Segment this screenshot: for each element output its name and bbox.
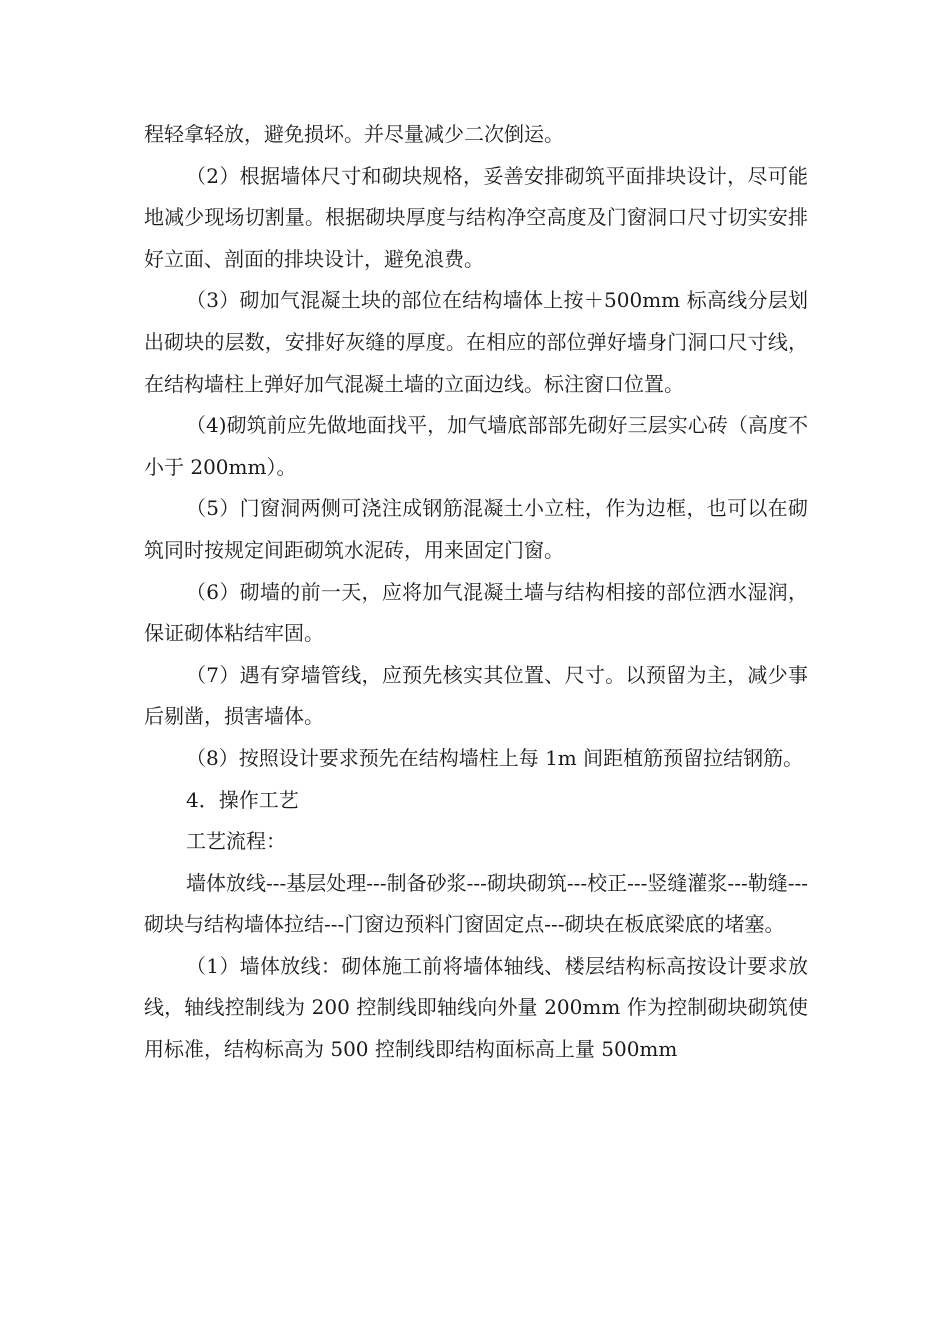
paragraph-item-7: （7）遇有穿墙管线，应预先核实其位置、尺寸。以预留为主，减少事后剔凿，损害墙体。 [144,662,808,729]
paragraph-item-5: （5）门窗洞两侧可浇注成钢筋混凝土小立柱，作为边框，也可以在砌筑同时按规定间距砌筑水泥砖，用来固定门窗。 [144,496,808,562]
paragraph-item-4: （4)砌筑前应先做地面找平，加气墙底部部先砌好三层实心砖（高度不小于 200mm）。 [144,413,808,479]
process-flow: 墙体放线---基层处理---制备砂浆---砌块砌筑---校正---竖缝灌浆---勒缝---砌块与结构墙体拉结---门窗边预料门窗固定点---砌块在板底梁底的堵塞。 [144,870,808,937]
paragraph-item-6: （6）砌墙的前一天，应将加气混凝土墙与结构相接的部位洒水湿润，保证砌体粘结牢固。 [144,579,808,646]
paragraph-item-2: （2）根据墙体尺寸和砌块规格，妥善安排砌筑平面排块设计，尽可能地减少现场切割量。根据砌块厚度与结构净空高度及门窗洞口尺寸切实安排好立面、剖面的排块设计，避免浪费。 [144,163,808,271]
paragraph-continuation: 程轻拿轻放，避免损坏。并尽量减少二次倒运。 [144,122,564,146]
section-heading: 4．操作工艺 [186,787,299,812]
paragraph-item-8: （8）按照设计要求预先在结构墙柱上每 1m 间距植筋预留拉结钢筋。 [186,745,804,770]
process-label: 工艺流程： [186,829,286,854]
step-1-wall-layout: （1）墙体放线：砌体施工前将墙体轴线、楼层结构标高按设计要求放线，轴线控制线为 200 控制线即轴线向外量 200mm 作为控制砌块砌筑使用标准，结构标高为 500 控制线即结构面标高上量 500mm [144,953,808,1062]
paragraph-item-3: （3）砌加气混凝土块的部位在结构墙体上按＋500mm 标高线分层划出砌块的层数，安排好灰缝的厚度。在相应的部位弹好墙身门洞口尺寸线，在结构墙柱上弹好加气混凝土墙的立面边线。标注窗口位置。 [144,288,808,396]
body-text [144,114,808,1071]
